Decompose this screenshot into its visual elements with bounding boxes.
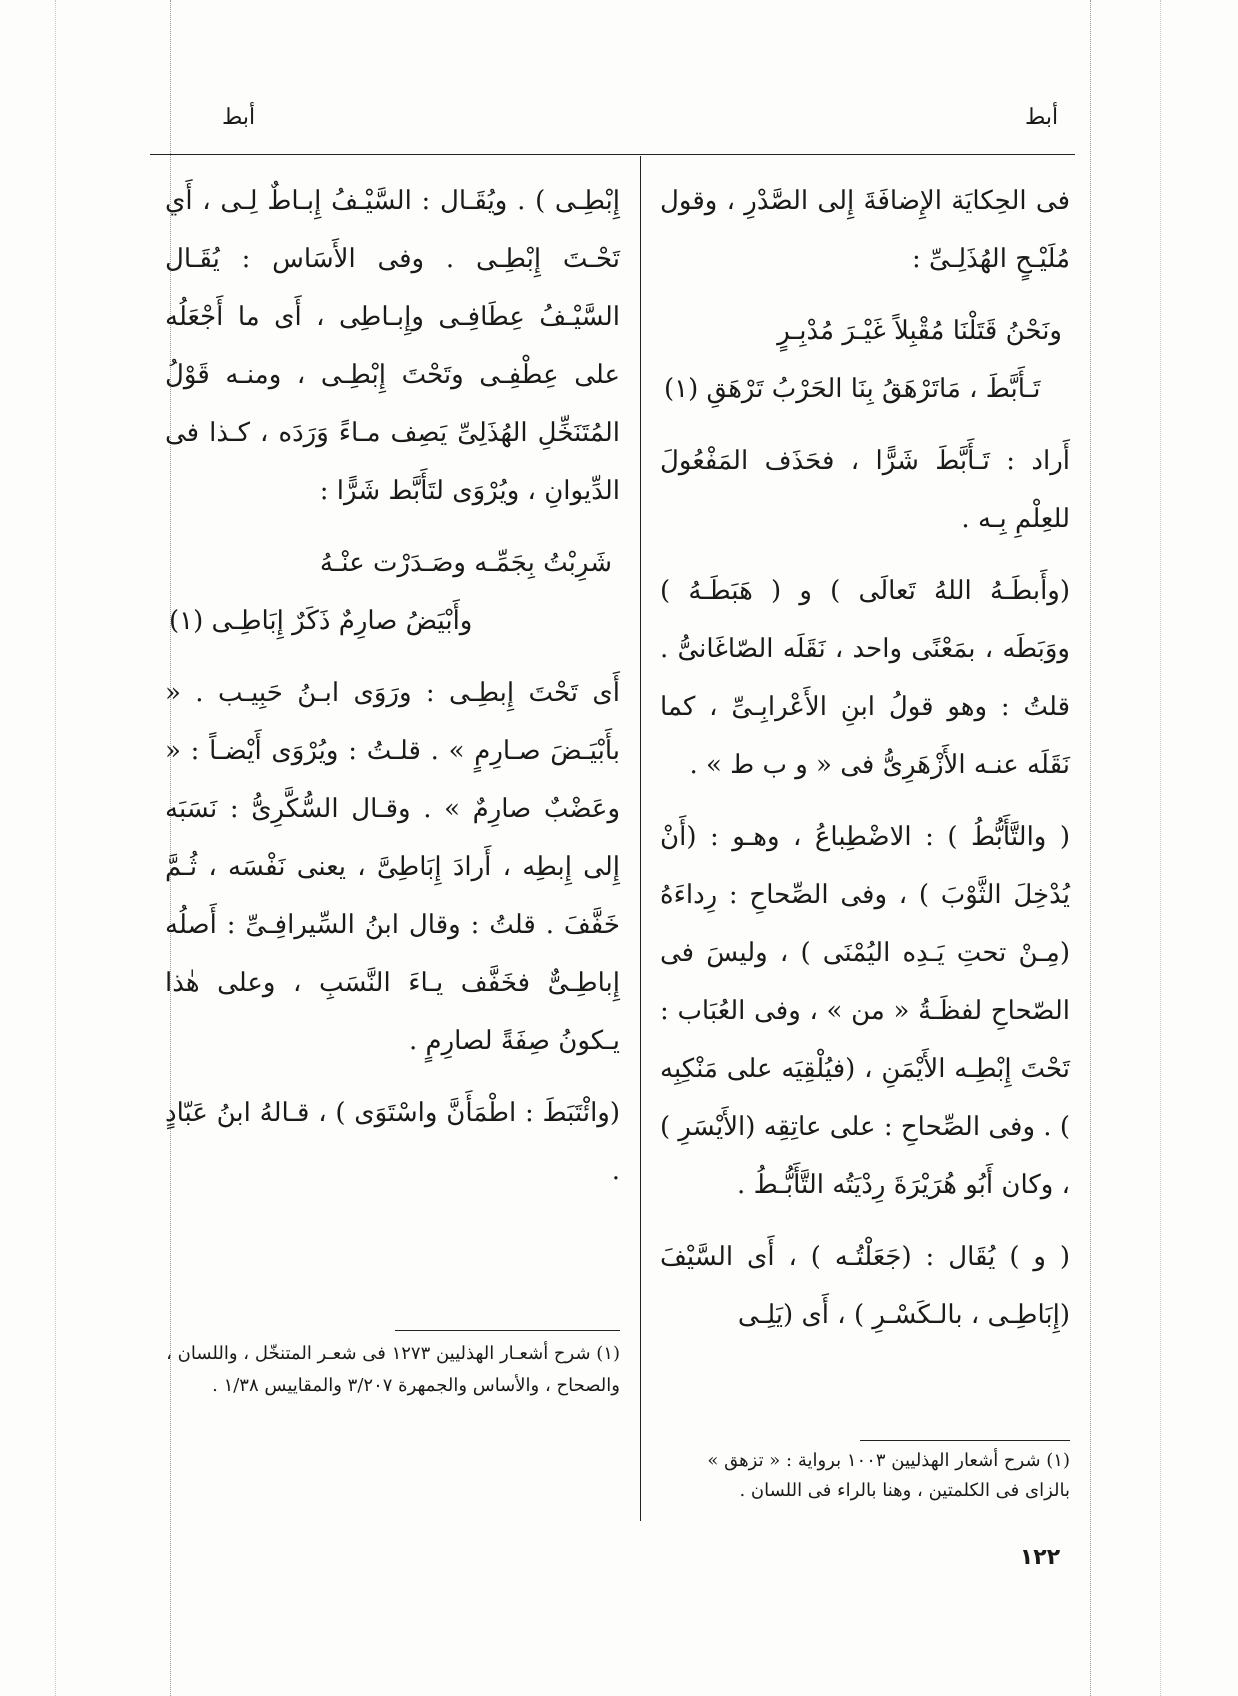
column-divider (640, 156, 641, 1521)
right-footnote: (١) شرح أشعار الهذليين ١٠٠٣ برواية : « تزهق » بالزاى فى الكلمتين ، وهنا بالراء فى اللسان . (707, 1450, 1070, 1501)
margin-guide-far-left (55, 0, 56, 1696)
margin-guide-right (1090, 0, 1091, 1696)
page-number: ١٢٢ (1019, 1545, 1061, 1570)
left-column (165, 172, 620, 1214)
verse-line-2: تَـأَبَّطَ ، مَاتَرْهَقُ بِنَا الحَرْبُ تَرْهَقِ (١) (664, 374, 1041, 404)
left-footnote-rule (395, 1330, 620, 1331)
paragraph: ( والتَّأَبُّطُ ) : الاضْطِباعُ ، وهـو : (أَنْ يُدْخِلَ الثَّوْبَ ) ، وفى الصِّحاحِ : رِداءَهُ (مِـنْ تحتِ يَـدِه اليُمْنَى ) ، وليسَ فى الصّحاحِ لفظَـةُ « من » ، وفى العُبَاب : تَحْتَ إِبْطِـه الأَيْمَنِ ، (فيُلْقِيَه على مَنْكِبِه ) . وفى الصِّحاحِ : على عاتِقِه (الأَيْسَرِ ) ، وكان أَبُو هُرَيْرَةَ رِدْيَتُه التَّأَبُّـطُ . (660, 822, 1070, 1200)
right-column (660, 172, 1070, 1358)
paragraph: أَى تَحْتَ إِبطِـى : ورَوَى ابـنُ حَبِيـب . « بأَبْيَـضَ صـارِمٍ » . قلـتُ : ويُرْوَى أَيْضـاً : « وعَضْبٌ صارِمٌ » . وقـال السُّكَّرِىُّ : نَسَبَه إِلى إِبطِه ، أَرادَ إِبَاطِىَّ ، يعنى نَفْسَه ، ثُـمَّ خَفَّفَ . قلتُ : وقال ابنُ السِّيرافِـىِّ : أَصلُه إِباطِـىٌّ فخَفَّف يـاءَ النَّسَبِ ، وعلى هٰذا يـكونُ صِفَةً لصارِمٍ . (165, 678, 620, 1056)
verse-line-2: وأَبْيَضُ صارِمٌ ذَكَرٌ إِبَاطِـى (١) (169, 606, 473, 636)
running-head-left: أبط (222, 105, 256, 130)
verse (165, 534, 620, 650)
paragraph: ( و ) يُقَال : (جَعَلْتُـه ) ، أَى السَّيْفَ (إِبَاطِـى ، بالـكَسْـرِ ) ، أَى (يَلِـى (660, 1242, 1070, 1330)
running-head-right: أبط (1025, 105, 1059, 130)
left-footnote: (١) شرح أشعـار الهذليين ١٢٧٣ فى شعـر المتنخّل ، واللسان ، والصحاح ، والأساس والجمهرة ٣/٢٠٧ والمقاييس ١/٣٨ . (166, 1343, 620, 1396)
paragraph: فى الحِكايَة الإِضافَةَ إِلى الصَّدْرِ ، وقول مُلَيْـحٍ الهُذَلِـىِّ : (660, 186, 1070, 274)
paragraph: إِبْطِـى ) . ويُقَـال : السَّيْـفُ إِبـاطٌ لِـى ، أَي تَحْـتَ إِبْطِـى . وفى الأَسَاس : يُقَـال السَّيْـفُ عِطَافِـى وإِبـاطِى ، أَى ما أَجْعَلُه على عِطْفِـى وتَحْتَ إِبْطِـى ، ومنـه قَوْلُ المُتَنَخِّلِ الهُذَلِىِّ يَصِف مـاءً وَرَدَه ، كـذا فى الدِّيوانِ ، ويُرْوَى لتَأَبَّط شَرًّا : (165, 186, 620, 506)
verse-line-1: شَرِبْتُ بِجَمِّـه وصَـدَرْت عنْـهُ (319, 548, 612, 578)
paragraph: (وأَبطَـهُ اللهُ تَعالَى ) و ( هَبَطَـهُ ) ووَبَطَه ، بمَعْنًى واحد ، نَقَلَه الصّاغَانىُّ . قلتُ : وهو قولُ ابنِ الأَعْرابِـىِّ ، كما نَقَلَه عنـه الأَزْهَرِىُّ فى « و ب ط » . (660, 576, 1070, 780)
margin-guide-far-right (1160, 0, 1161, 1696)
paragraph: (وائْتَبَطَ : اطْمَأَنَّ واسْتَوَى ) ، قـالهُ ابنُ عَبّادٍ . (165, 1098, 620, 1186)
paragraph: أَراد : تَـأَبَّطَ شَرًّا ، فحَذَف المَفْعُولَ للعِلْمِ بِـه . (660, 446, 1070, 534)
header-rule (150, 154, 1075, 155)
right-footnote-rule (860, 1440, 1070, 1441)
verse-line-1: ونَحْنُ قَتَلْنَا مُقْبِلاً غَيْـرَ مُدْبِـرٍ (777, 316, 1062, 346)
verse (660, 302, 1070, 418)
